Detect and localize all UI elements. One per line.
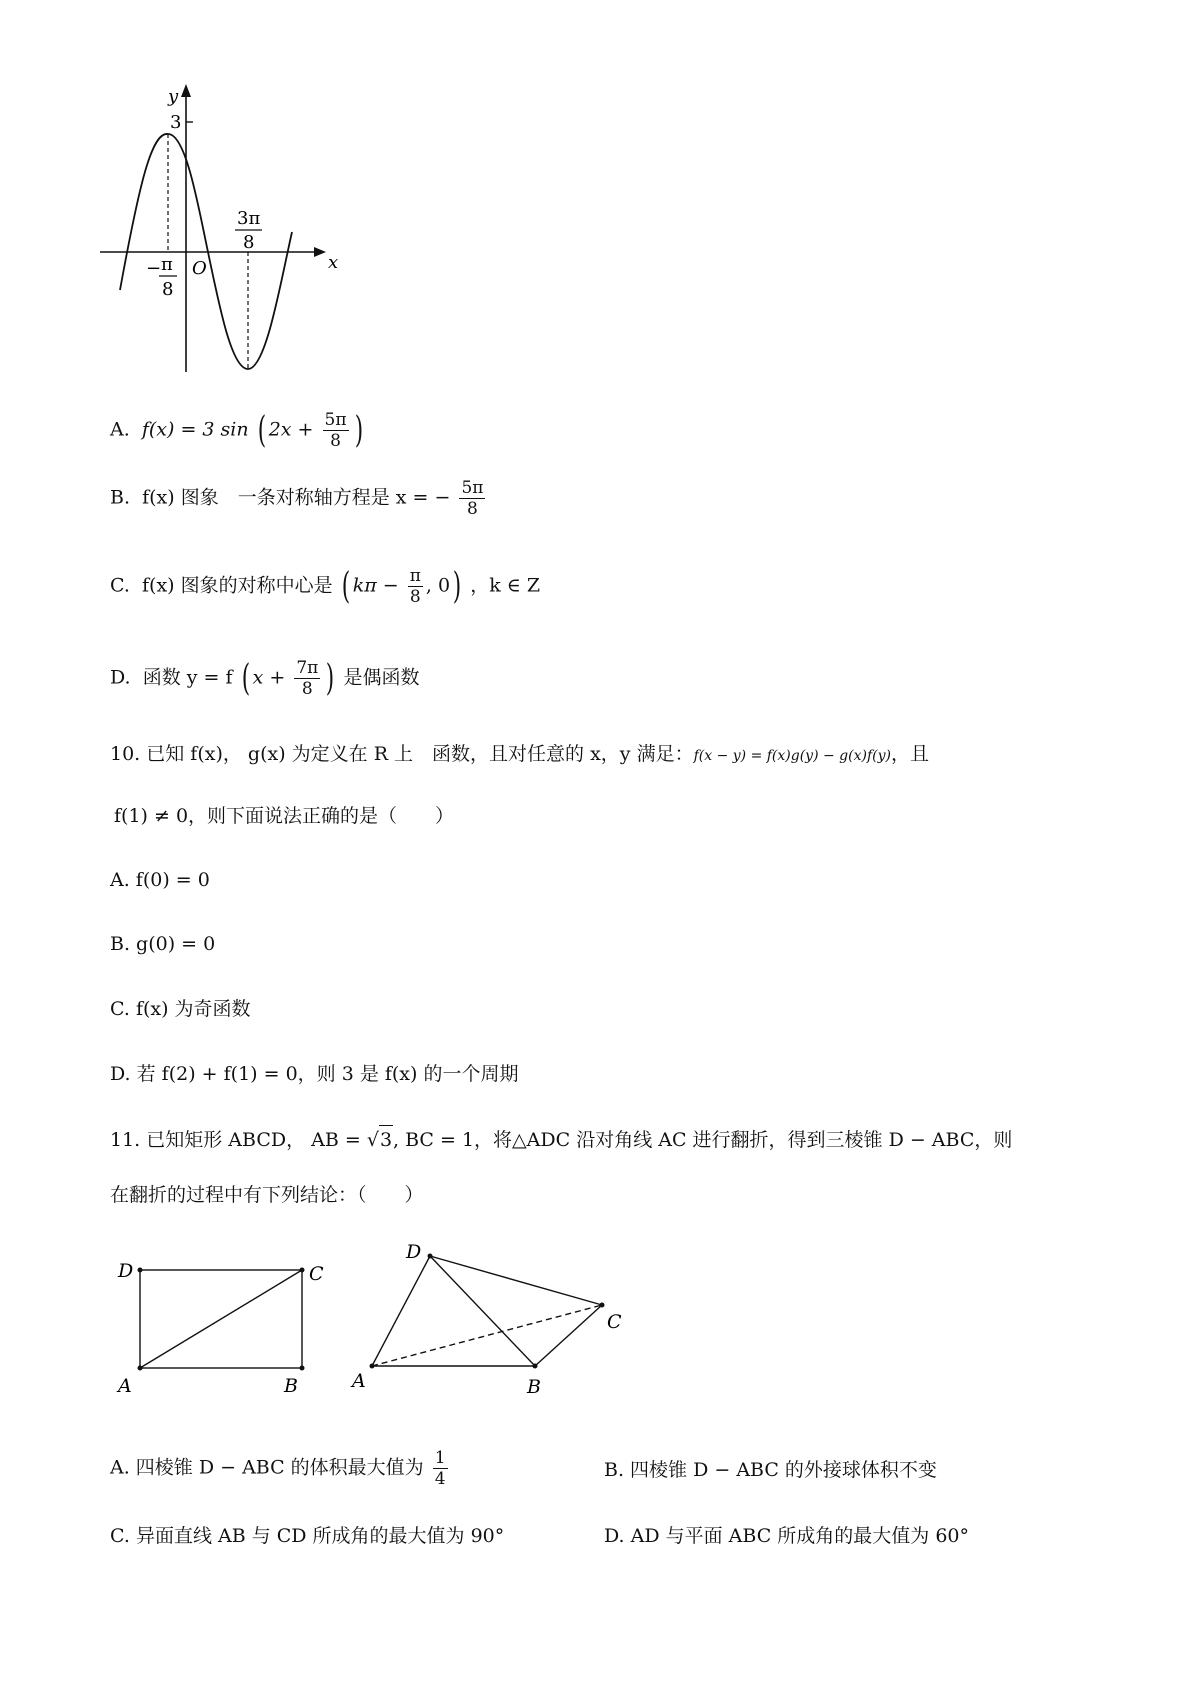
q10-stem-part: 10. 已知 f(x)， g(x) 为定义在 R 上 函数，且对任意的 x，y 满足： [110, 743, 694, 765]
label-c: C [309, 1263, 324, 1285]
q11-sqrt-value: 3 [379, 1125, 393, 1154]
label-a: A [352, 1370, 366, 1392]
option-a-expression: f(x) = 3 sin [141, 418, 249, 441]
sine-graph-figure [100, 80, 340, 380]
edge-db [430, 1256, 535, 1366]
rectangle-figure [110, 1240, 340, 1405]
tetrahedron-figure [345, 1235, 635, 1410]
label-d: D [118, 1260, 134, 1282]
option-d-text: 函数 y = f [142, 666, 233, 689]
edge-dc [430, 1256, 602, 1305]
q9-option-c: C. f(x) 图象的对称中心是 ( kπ − $\frac{\pi}{8}$ , 0) ，k ∈ Z [110, 565, 541, 607]
option-c-inner-tail: , 0 [425, 574, 451, 597]
left-tick-den: 8 [162, 279, 174, 300]
left-minus: − [146, 258, 162, 279]
q10-option-b: B. g(0) = 0 [110, 933, 216, 955]
q9-option-d: D. 函数 y = f ( x + $\frac{7\pi}{8}$ ) 是偶函数 [110, 657, 420, 699]
q9-option-a: A. f(x) = 3 sin ( 2x + $\frac{5\pi}{8}$ ) [110, 409, 363, 451]
q10-functional-equation: f(x − y) = f(x)g(y) − g(x)f(y) [693, 748, 891, 764]
peak-value-label: 3 [170, 112, 182, 133]
q11-option-a [110, 1448, 451, 1489]
q10-option-a: A. f(0) = 0 [110, 869, 210, 891]
q9-option-b [110, 478, 488, 519]
q11-option-d: D. AD 与平面 ABC 所成角的最大值为 60° [604, 1525, 969, 1547]
option-c-fraction: $\frac{\pi}{8}$ [409, 566, 421, 607]
label-d: D [406, 1241, 422, 1263]
q10-stem-line-2: f(1) ≠ 0，则下面说法正确的是（ ） [114, 805, 455, 827]
option-b-fraction: $\frac{5\pi}{8}$ [461, 478, 484, 519]
option-a-fraction: $\frac{1}{4}$ [434, 1448, 446, 1489]
x-axis-label: x [328, 252, 339, 273]
option-a-text: A. 四棱锥 D − ABC 的体积最大值为 [110, 1456, 424, 1479]
q11-option-b: B. 四棱锥 D − ABC 的外接球体积不变 [604, 1459, 937, 1481]
option-c-tail: ，k ∈ Z [470, 574, 541, 597]
q11-stem-part: 11. 已知矩形 ABCD， AB = [110, 1129, 367, 1151]
option-letter: B. [110, 486, 131, 509]
option-d-fraction: $\frac{7\pi}{8}$ [296, 658, 319, 699]
option-c-inner: kπ − [352, 574, 399, 597]
origin-label: O [192, 258, 207, 279]
option-c-text: f(x) 图象的对称中心是 [142, 574, 333, 597]
q11-option-c: C. 异面直线 AB 与 CD 所成角的最大值为 90° [110, 1525, 505, 1547]
left-tick-num: π [161, 254, 173, 275]
option-b-text: f(x) 图象 一条对称轴方程是 x = − [142, 486, 451, 509]
option-letter: A. [110, 418, 130, 441]
label-c: C [607, 1311, 622, 1333]
option-d-tail: 是偶函数 [343, 666, 420, 689]
q10-option-d: D. 若 f(2) + f(1) = 0，则 3 是 f(x) 的一个周期 [110, 1063, 519, 1085]
q11-stem-line-1: 11. 已知矩形 ABCD， AB = √3, BC = 1，将△ADC 沿对角线 AC 进行翻折，得到三棱锥 D − ABC，则 [110, 1125, 1012, 1154]
option-a-fraction: $\frac{5\pi}{8}$ [324, 410, 347, 451]
option-letter: C. [110, 574, 130, 597]
option-a-inner: 2x + [268, 418, 314, 441]
y-axis-arrow [181, 84, 191, 97]
x-axis-arrow [314, 247, 326, 257]
q11-stem-line-2: 在翻折的过程中有下列结论：（ ） [110, 1184, 424, 1206]
diagonal-ac [140, 1270, 302, 1368]
q11-stem-rest: , BC = 1，将△ADC 沿对角线 AC 进行翻折，得到三棱锥 D − ABC，则 [393, 1129, 1013, 1151]
q10-stem-end: ，且 [890, 743, 929, 765]
y-axis-label: y [168, 86, 179, 107]
q10-stem-line-1 [110, 740, 929, 770]
edge-da [372, 1256, 430, 1366]
option-d-inner: x + [252, 666, 286, 689]
right-tick-num: 3π [237, 208, 261, 229]
right-tick-den: 8 [243, 232, 255, 253]
q10-option-c: C. f(x) 为奇函数 [110, 998, 251, 1020]
label-a: A [118, 1375, 132, 1397]
label-b: B [527, 1376, 541, 1398]
option-letter: D. [110, 666, 131, 689]
label-b: B [284, 1375, 298, 1397]
